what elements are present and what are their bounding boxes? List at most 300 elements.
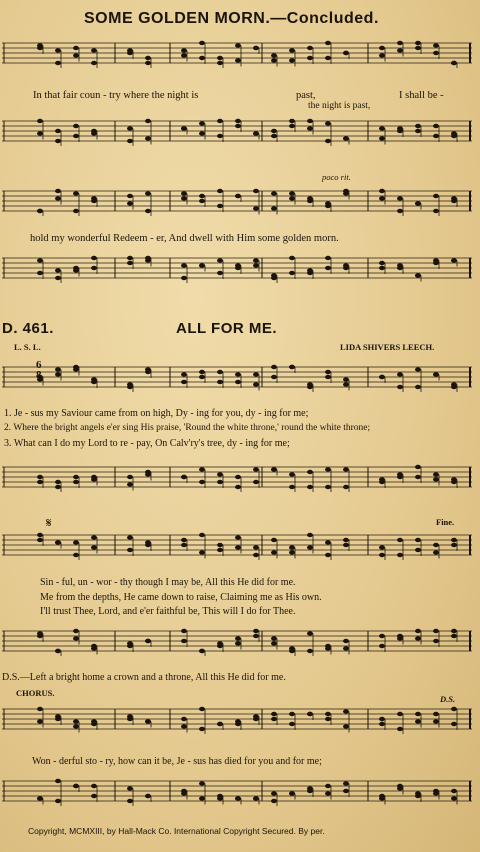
note-head [37, 131, 43, 135]
note-head [181, 791, 187, 795]
note-head [343, 724, 349, 728]
note-head [379, 189, 385, 193]
note-head [379, 126, 385, 130]
note-head [73, 124, 79, 128]
note-head [55, 372, 61, 376]
note-head [325, 139, 331, 143]
note-head [433, 550, 439, 554]
note-head [379, 480, 385, 484]
note-head [199, 263, 205, 267]
note-head [181, 538, 187, 542]
note-head [127, 799, 133, 803]
note-head [235, 722, 241, 726]
note-head [451, 134, 457, 138]
note-head [307, 545, 313, 549]
note-head [217, 258, 223, 262]
note-head [217, 472, 223, 476]
note-head [451, 61, 457, 65]
note-head [73, 46, 79, 50]
note-head [415, 538, 421, 542]
note-head [235, 636, 241, 640]
note-head [235, 475, 241, 479]
note-head [73, 268, 79, 272]
note-head [181, 276, 187, 280]
note-head [451, 480, 457, 484]
note-head [451, 385, 457, 389]
note-head [253, 717, 259, 721]
note-head [271, 717, 277, 721]
note-head [397, 48, 403, 52]
note-head [289, 48, 295, 52]
note-head [451, 707, 457, 711]
note-head [235, 124, 241, 128]
note-head [91, 129, 97, 133]
note-head [343, 538, 349, 542]
note-head [127, 548, 133, 552]
note-head [325, 201, 331, 205]
note-head [199, 467, 205, 471]
note-head [289, 712, 295, 716]
note-head [91, 199, 97, 203]
note-head [343, 51, 349, 55]
note-head [145, 119, 151, 123]
note-head [325, 717, 331, 721]
note-head [73, 209, 79, 213]
note-head [55, 48, 61, 52]
note-head [235, 263, 241, 267]
note-head [91, 477, 97, 481]
note-head [127, 482, 133, 486]
note-head [235, 58, 241, 62]
note-head [145, 719, 151, 723]
note-head [55, 779, 61, 783]
note-head [415, 629, 421, 633]
fine-marking: Fine. [436, 517, 455, 527]
note-head [433, 629, 439, 633]
note-head [145, 470, 151, 474]
note-head [235, 119, 241, 123]
note-head [415, 273, 421, 277]
note-head [289, 124, 295, 128]
note-head [199, 796, 205, 800]
note-head [325, 256, 331, 260]
note-head [397, 41, 403, 45]
note-head [37, 480, 43, 484]
note-head [343, 639, 349, 643]
note-head [307, 485, 313, 489]
note-head [433, 372, 439, 376]
lyric-line: past, [296, 90, 316, 101]
note-head [451, 722, 457, 726]
note-head [433, 543, 439, 547]
note-head [379, 266, 385, 270]
note-head [397, 784, 403, 788]
note-head [37, 258, 43, 262]
note-head [199, 131, 205, 135]
note-head [199, 649, 205, 653]
note-head [271, 276, 277, 280]
note-head [253, 189, 259, 193]
note-head [415, 719, 421, 723]
note-head [55, 189, 61, 193]
note-head [127, 535, 133, 539]
note-head [271, 365, 277, 369]
note-head [217, 189, 223, 193]
note-head [145, 61, 151, 65]
note-head [253, 480, 259, 484]
note-head [217, 204, 223, 208]
note-head [127, 475, 133, 479]
note-head [289, 472, 295, 476]
note-head [451, 796, 457, 800]
note-head [271, 129, 277, 133]
note-head [397, 196, 403, 200]
note-head [343, 709, 349, 713]
note-head [91, 644, 97, 648]
note-head [199, 533, 205, 537]
hymn-number: D. 461. [2, 320, 54, 337]
note-head [307, 119, 313, 123]
note-head [271, 134, 277, 138]
note-head [325, 791, 331, 795]
note-head [73, 365, 79, 369]
note-head [217, 370, 223, 374]
verse-end-1: Sin - ful, un - wor - thy though I may be, All this He did for me. [40, 577, 296, 588]
note-head [271, 191, 277, 195]
note-head [397, 553, 403, 557]
note-head [181, 717, 187, 721]
lyric-subline: the night is past, [308, 101, 371, 111]
note-head [73, 724, 79, 728]
note-head [181, 543, 187, 547]
note-head [37, 209, 43, 213]
note-head [343, 543, 349, 547]
note-head [199, 41, 205, 45]
note-head [307, 789, 313, 793]
note-head [73, 636, 79, 640]
note-head [433, 719, 439, 723]
note-head [199, 707, 205, 711]
note-head [325, 646, 331, 650]
note-head [73, 540, 79, 544]
note-head [379, 196, 385, 200]
note-head [415, 548, 421, 552]
note-head [271, 712, 277, 716]
note-head [343, 191, 349, 195]
note-head [343, 136, 349, 140]
note-head [127, 641, 133, 645]
note-head [145, 256, 151, 260]
note-head [397, 263, 403, 267]
note-head [127, 201, 133, 205]
note-head [55, 276, 61, 280]
note-head [451, 543, 457, 547]
note-head [415, 46, 421, 50]
note-head [37, 796, 43, 800]
note-head [91, 48, 97, 52]
note-head [289, 256, 295, 260]
note-head [433, 477, 439, 481]
music-staff-treble [0, 188, 474, 216]
verse-end-3: I'll trust Thee, Lord, and e'er faithful be, This will I do for Thee. [40, 606, 296, 617]
note-head [37, 475, 43, 479]
verse-line-2: 2. Where the bright angels e'er sing His praise, 'Round the white throne,' round the white throne; [4, 423, 371, 433]
note-head [145, 136, 151, 140]
note-head [379, 722, 385, 726]
note-head [181, 196, 187, 200]
note-head [415, 791, 421, 795]
note-head [289, 191, 295, 195]
time-signature: 6 8 [36, 359, 42, 381]
note-head [433, 43, 439, 47]
note-head [271, 375, 277, 379]
note-head [307, 268, 313, 272]
note-head [37, 719, 43, 723]
note-head [199, 375, 205, 379]
note-head [181, 191, 187, 195]
music-staff-treble [0, 706, 474, 734]
note-head [55, 367, 61, 371]
note-head [397, 712, 403, 716]
note-head [217, 543, 223, 547]
note-head [433, 209, 439, 213]
note-head [343, 467, 349, 471]
note-head [253, 46, 259, 50]
ds-line: D.S.—Left a bright home a crown and a throne, All this He did for me. [2, 672, 286, 683]
note-head [451, 199, 457, 203]
note-head [325, 41, 331, 45]
tempo-marking: poco rit. [322, 172, 351, 182]
note-head [451, 634, 457, 638]
note-head [91, 784, 97, 788]
note-head [271, 550, 277, 554]
note-head [217, 794, 223, 798]
note-head [217, 722, 223, 726]
note-head [127, 139, 133, 143]
note-head [397, 472, 403, 476]
note-head [181, 724, 187, 728]
note-head [379, 717, 385, 721]
note-head [307, 196, 313, 200]
note-head [379, 634, 385, 638]
note-head [127, 126, 133, 130]
note-head [379, 136, 385, 140]
note-head [91, 545, 97, 549]
note-head [73, 134, 79, 138]
verse-line-1: 1. Je - sus my Saviour came from on high, Dy - ing for you, dy - ing for me; [4, 408, 309, 419]
note-head [379, 545, 385, 549]
note-head [397, 385, 403, 389]
note-head [289, 791, 295, 795]
note-head [91, 256, 97, 260]
note-head [127, 717, 133, 721]
note-head [415, 201, 421, 205]
note-head [217, 56, 223, 60]
note-head [127, 786, 133, 790]
note-head [55, 714, 61, 718]
note-head [397, 126, 403, 130]
note-head [145, 794, 151, 798]
note-head [271, 58, 277, 62]
note-head [199, 121, 205, 125]
note-head [253, 553, 259, 557]
note-head [127, 194, 133, 198]
note-head [181, 263, 187, 267]
note-head [415, 712, 421, 716]
note-head [451, 538, 457, 542]
note-head [145, 639, 151, 643]
note-head [379, 375, 385, 379]
note-head [181, 53, 187, 57]
note-head [127, 261, 133, 265]
note-head [217, 380, 223, 384]
note-head [91, 722, 97, 726]
note-head [343, 485, 349, 489]
note-head [343, 781, 349, 785]
music-staff-bass [0, 464, 474, 492]
note-head [397, 538, 403, 542]
note-head [181, 372, 187, 376]
note-head [55, 540, 61, 544]
note-head [37, 271, 43, 275]
note-head [397, 727, 403, 731]
note-head [217, 119, 223, 123]
note-head [181, 475, 187, 479]
note-head [73, 553, 79, 557]
note-head [289, 545, 295, 549]
note-head [415, 129, 421, 133]
note-head [451, 258, 457, 262]
note-head [37, 707, 43, 711]
note-head [271, 641, 277, 645]
note-head [307, 631, 313, 635]
note-head [55, 129, 61, 133]
note-head [235, 372, 241, 376]
note-head [343, 382, 349, 386]
music-staff-bass [0, 255, 474, 283]
note-head [271, 791, 277, 795]
note-head [289, 271, 295, 275]
note-head [289, 485, 295, 489]
note-head [325, 121, 331, 125]
note-head [307, 56, 313, 60]
note-head [289, 646, 295, 650]
note-head [253, 382, 259, 386]
music-staff-treble [0, 364, 474, 392]
note-head [73, 480, 79, 484]
note-head [145, 209, 151, 213]
note-head [415, 636, 421, 640]
chorus-label: CHORUS. [16, 688, 55, 698]
note-head [325, 784, 331, 788]
note-head [199, 199, 205, 203]
note-head [433, 124, 439, 128]
note-head [181, 639, 187, 643]
note-head [199, 727, 205, 731]
note-head [451, 629, 457, 633]
note-head [37, 43, 43, 47]
note-head [343, 377, 349, 381]
note-head [289, 550, 295, 554]
note-head [325, 370, 331, 374]
music-staff-bass [0, 628, 474, 656]
note-head [235, 796, 241, 800]
note-head [415, 465, 421, 469]
note-head [199, 194, 205, 198]
note-head [379, 553, 385, 557]
note-head [199, 550, 205, 554]
note-head [55, 61, 61, 65]
note-head [235, 545, 241, 549]
note-head [127, 256, 133, 260]
note-head [91, 794, 97, 798]
note-head [145, 367, 151, 371]
note-head [325, 485, 331, 489]
music-staff-treble [0, 40, 474, 68]
note-head [325, 712, 331, 716]
note-head [235, 535, 241, 539]
note-head [199, 781, 205, 785]
note-head [289, 119, 295, 123]
lyric-line: In that fair coun - try where the night is [33, 90, 199, 101]
note-head [181, 629, 187, 633]
note-head [73, 475, 79, 479]
note-head [37, 631, 43, 635]
note-head [289, 722, 295, 726]
ds-marking: D.S. [440, 694, 456, 704]
note-head [379, 46, 385, 50]
note-head [181, 126, 187, 130]
note-head [379, 794, 385, 798]
lyric-line: I shall be - [399, 90, 444, 101]
note-head [415, 385, 421, 389]
page-title: SOME GOLDEN MORN.—Concluded. [84, 10, 379, 27]
note-head [397, 634, 403, 638]
note-head [271, 206, 277, 210]
note-head [325, 266, 331, 270]
note-head [235, 194, 241, 198]
music-staff-treble [0, 532, 474, 560]
note-head [73, 53, 79, 57]
segno-sign: 𝄋 [46, 515, 52, 530]
note-head [415, 367, 421, 371]
note-head [343, 266, 349, 270]
note-head [307, 46, 313, 50]
note-head [55, 649, 61, 653]
note-head [433, 472, 439, 476]
note-head [217, 271, 223, 275]
note-head [235, 485, 241, 489]
note-head [73, 191, 79, 195]
note-head [217, 61, 223, 65]
note-head [235, 380, 241, 384]
note-head [145, 56, 151, 60]
note-head [325, 540, 331, 544]
note-head [253, 796, 259, 800]
note-head [343, 646, 349, 650]
copyright-notice: Copyright, MCMXIII, by Hall-Mack Co. International Copyright Secured. By per. [28, 826, 325, 836]
note-head [253, 372, 259, 376]
note-head [433, 134, 439, 138]
note-head [253, 206, 259, 210]
chorus-lyric: Won - derful sto - ry, how can it be, Je - sus has died for you and for me; [32, 756, 322, 767]
note-head [307, 649, 313, 653]
note-head [379, 53, 385, 57]
note-head [55, 268, 61, 272]
note-head [253, 131, 259, 135]
note-head [415, 41, 421, 45]
composer-name: LIDA SHIVERS LEECH. [340, 342, 435, 352]
